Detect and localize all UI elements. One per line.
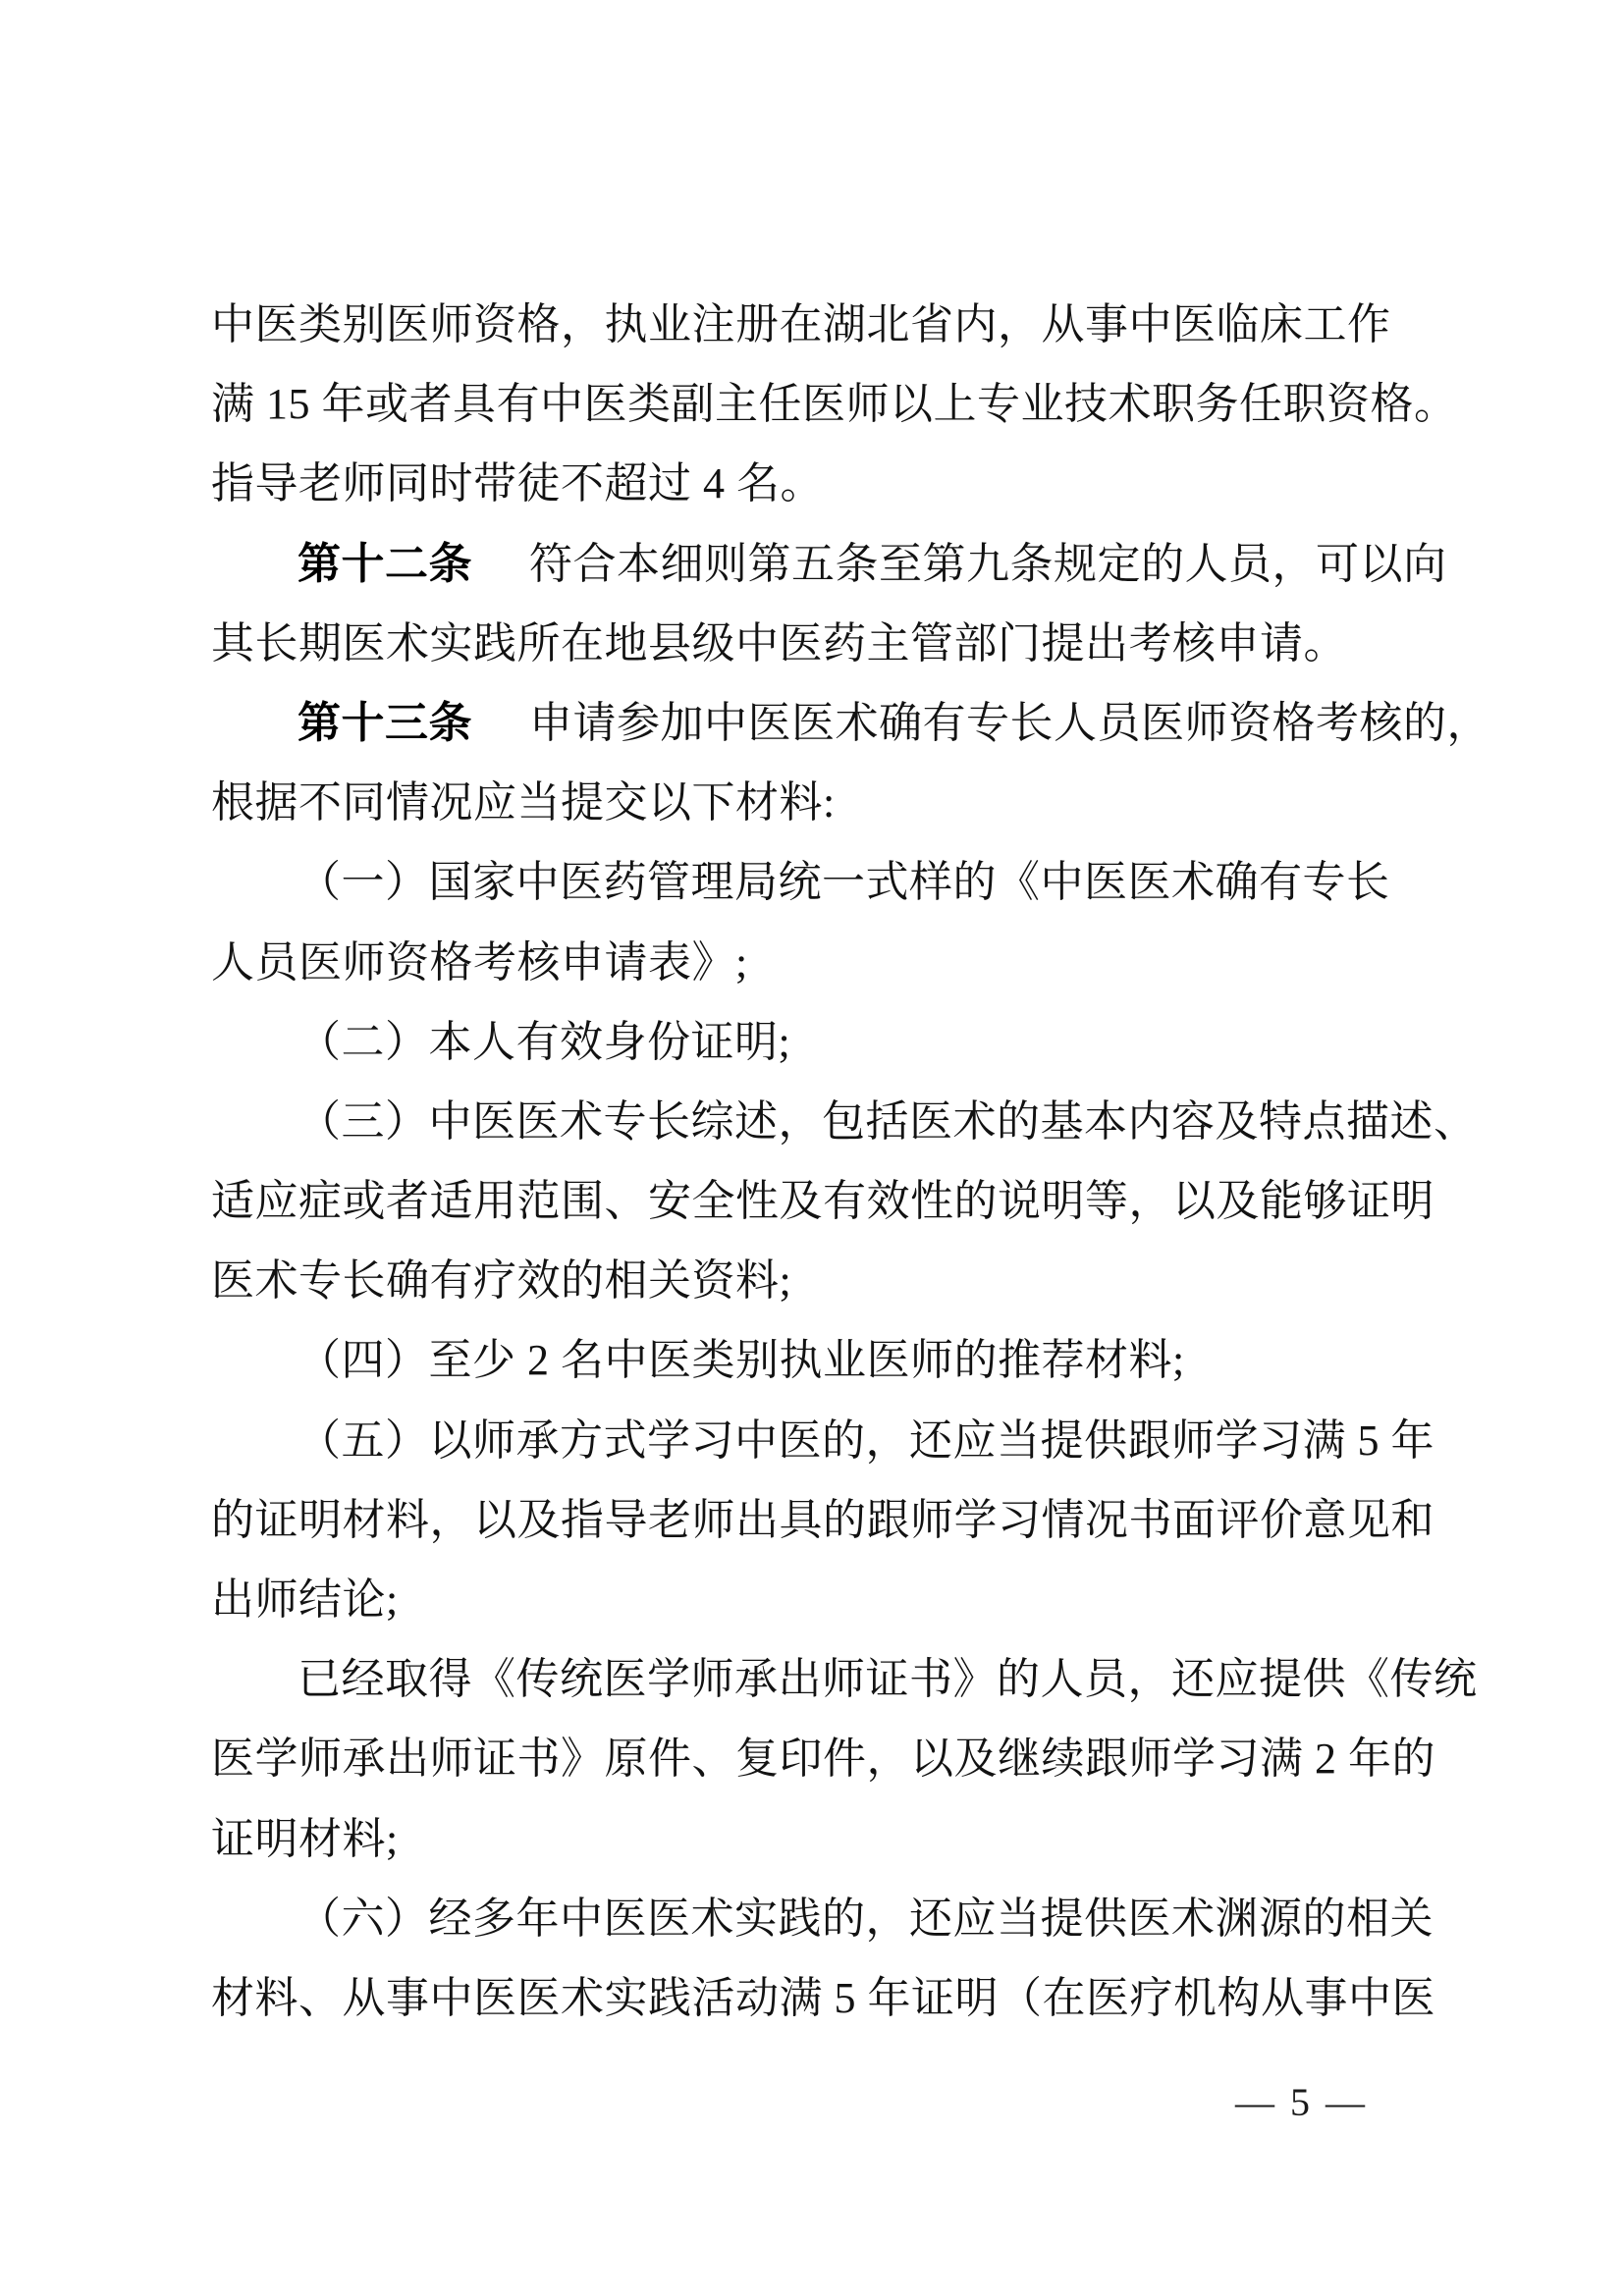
line-text: 其长期医术实践所在地县级中医药主管部门提出考核申请。 <box>211 618 1347 667</box>
paragraph-line <box>211 1560 1448 1639</box>
line-text: 出师结论; <box>211 1575 399 1624</box>
paragraph-line <box>211 604 1448 683</box>
paragraph-line <box>211 1719 1448 1798</box>
paragraph-line <box>211 1958 1448 2038</box>
paragraph-line <box>211 923 1448 1002</box>
paragraph-line <box>211 1320 1448 1400</box>
article-number: 第十二条 <box>298 539 472 588</box>
paragraph-line <box>211 1799 1448 1879</box>
line-text: 中医类别医师资格，执业注册在湖北省内，从事中医临床工作 <box>211 300 1391 348</box>
paragraph-line <box>211 524 1448 604</box>
paragraph-line <box>211 1879 1448 1958</box>
paragraph-line <box>211 842 1448 922</box>
body-text-block <box>211 285 1490 2038</box>
line-text: （二）本人有效身份证明; <box>298 1017 791 1066</box>
line-text: （三）中医医术专长综述，包括医术的基本内容及特点描述、 <box>298 1096 1478 1146</box>
paragraph-line <box>211 1082 1478 1161</box>
line-text: 申请参加中医医术确有专长人员医师资格考核的， <box>529 698 1490 747</box>
paragraph-line <box>211 444 1448 523</box>
line-text: 适应症或者适用范围、安全性及有效性的说明等，以及能够证明 <box>211 1177 1434 1226</box>
line-text: 已经取得《传统医学师承出师证书》的人员，还应提供《传统 <box>298 1655 1478 1704</box>
line-text: 满 15 年或者具有中医类副主任医师以上专业技术职务任职资格。 <box>211 380 1458 429</box>
paragraph-line <box>211 285 1448 364</box>
paragraph-line <box>211 1480 1448 1560</box>
paragraph-line <box>211 1639 1478 1719</box>
article-number: 第十三条 <box>298 698 472 747</box>
paragraph-line <box>211 1002 1448 1082</box>
line-text: （一）国家中医药管理局统一式样的《中医医术确有专长 <box>298 858 1390 907</box>
line-text: 人员医师资格考核申请表》; <box>211 937 748 987</box>
paragraph-line <box>211 763 1448 842</box>
line-text: （四）至少 2 名中医类别执业医师的推荐材料; <box>298 1336 1185 1385</box>
paragraph-line <box>211 683 1490 763</box>
line-text: 医术专长确有疗效的相关资料; <box>211 1256 792 1306</box>
line-text: 的证明材料，以及指导老师出具的跟师学习情况书面评价意见和 <box>211 1495 1434 1544</box>
line-text: 证明材料; <box>211 1814 399 1863</box>
line-text: 材料、从事中医医术实践活动满 5 年证明（在医疗机构从事中医 <box>211 1973 1435 2022</box>
paragraph-line <box>211 364 1458 444</box>
paragraph-line <box>211 1241 1448 1320</box>
line-text: （五）以师承方式学习中医的，还应当提供跟师学习满 5 年 <box>298 1415 1434 1465</box>
line-text: 根据不同情况应当提交以下材料: <box>211 778 836 828</box>
line-text: 符合本细则第五条至第九条规定的人员，可以向 <box>529 539 1447 588</box>
line-text: （六）经多年中医医术实践的，还应当提供医术渊源的相关 <box>298 1894 1434 1943</box>
page-number: — 5 — <box>1235 2080 1368 2124</box>
line-text: 指导老师同时带徒不超过 4 名。 <box>211 459 824 508</box>
paragraph-line <box>211 1401 1448 1480</box>
line-text: 医学师承出师证书》原件、复印件，以及继续跟师学习满 2 年的 <box>211 1735 1435 1784</box>
paragraph-line <box>211 1161 1448 1241</box>
